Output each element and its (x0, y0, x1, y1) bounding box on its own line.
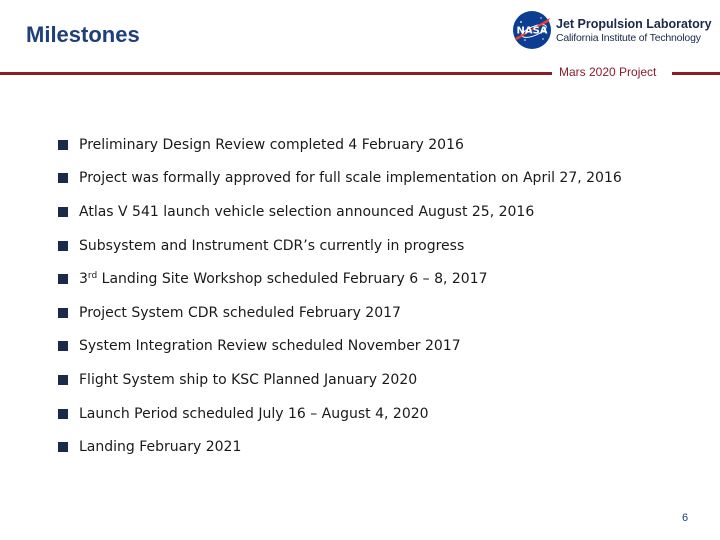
milestone-text: Preliminary Design Review completed 4 February 2016 (79, 136, 464, 153)
milestone-text: System Integration Review scheduled November 2017 (79, 338, 461, 355)
list-item (58, 430, 622, 464)
square-bullet-icon (58, 140, 68, 150)
list-item (58, 397, 622, 431)
square-bullet-icon (58, 274, 68, 284)
header-divider (0, 72, 552, 75)
milestone-text-rest: Landing Site Workshop scheduled February 6 – 8, 2017 (97, 271, 488, 288)
square-bullet-icon (58, 409, 68, 419)
square-bullet-icon (58, 308, 68, 318)
square-bullet-icon (58, 442, 68, 452)
milestone-text: Landing February 2021 (79, 439, 242, 456)
square-bullet-icon (58, 375, 68, 385)
milestone-text: Project was formally approved for full scale implementation on April 27, 2016 (79, 170, 622, 187)
list-item (58, 128, 622, 162)
milestone-list (58, 128, 622, 464)
milestone-text: Flight System ship to KSC Planned January 2020 (79, 371, 418, 388)
milestone-text: Project System CDR scheduled February 2017 (79, 304, 401, 321)
jpl-logo (512, 8, 712, 54)
milestone-text: Atlas V 541 launch vehicle selection announced August 25, 2016 (79, 203, 535, 220)
list-item (58, 330, 622, 364)
milestone-text (79, 271, 488, 287)
org-subtitle: California Institute of Technology (556, 32, 701, 44)
org-name: Jet Propulsion Laboratory (556, 17, 712, 31)
svg-text:NASA: NASA (516, 25, 548, 37)
list-item (58, 363, 622, 397)
square-bullet-icon (58, 241, 68, 251)
list-item (58, 296, 622, 330)
square-bullet-icon (58, 207, 68, 217)
list-item (58, 162, 622, 196)
square-bullet-icon (58, 173, 68, 183)
milestone-text: Launch Period scheduled July 16 – August 4, 2020 (79, 405, 429, 422)
project-label: Mars 2020 Project (559, 65, 657, 79)
list-item (58, 195, 622, 229)
list-item (58, 229, 622, 263)
list-item (58, 262, 622, 296)
milestone-text: Subsystem and Instrument CDR’s currently in progress (79, 237, 465, 254)
nasa-meatball-icon (512, 10, 552, 50)
header-divider-right (672, 72, 720, 75)
page-number: 6 (682, 512, 689, 524)
page-title: Milestones (26, 22, 140, 47)
square-bullet-icon (58, 341, 68, 351)
ordinal-number: 3 (79, 271, 88, 288)
ordinal-suffix: rd (87, 271, 98, 282)
